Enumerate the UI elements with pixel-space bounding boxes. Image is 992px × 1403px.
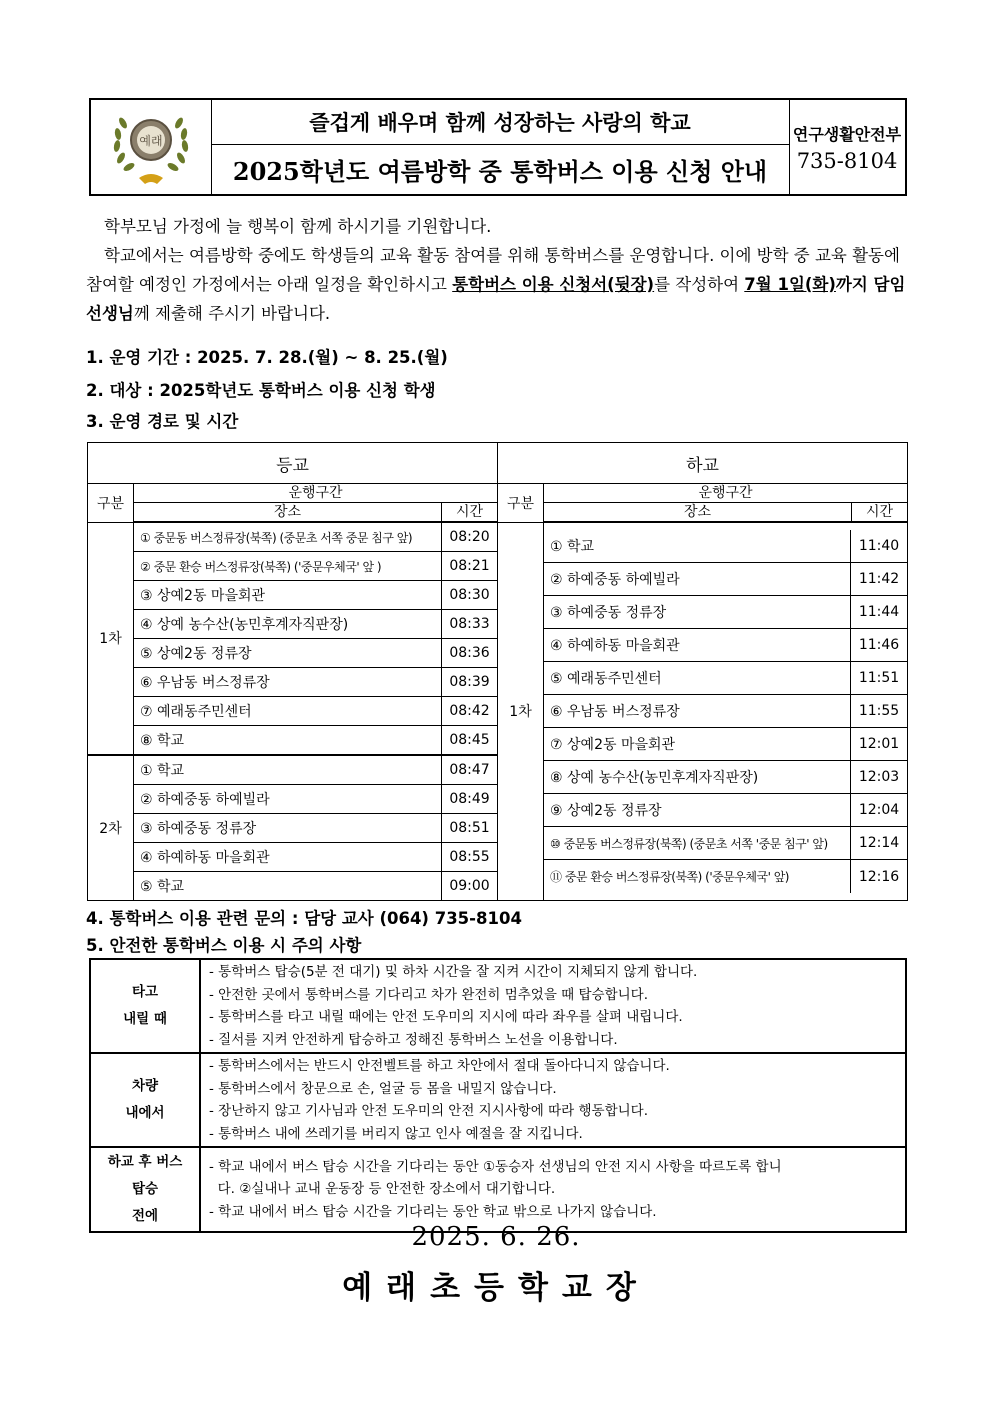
morning-stop-time: 08:30 (442, 581, 498, 610)
morning-stop-place: ⑧ 학교 (134, 726, 442, 756)
morning-stop-place: ② 중문 환승 버스정류장(북쪽) ('중문우체국' 앞 ) (134, 552, 442, 581)
document-date: 2025. 6. 26. (411, 1222, 581, 1252)
section-safety: 5. 안전한 통학버스 이용 시 주의 사항 (86, 936, 362, 955)
morning-header: 등교 (88, 443, 498, 484)
safety-category-label: 내릴 때 (123, 1011, 167, 1027)
afternoon-stop-place: ① 학교 (544, 530, 851, 562)
afternoon-stop-place: ④ 하예하동 마을회관 (544, 629, 851, 661)
afternoon-stop-time: 11:51 (858, 669, 900, 686)
safety-items (200, 1053, 906, 1147)
morning-stop-time: 08:33 (442, 610, 498, 639)
intro-greeting: 학부모님 가정에 늘 행복이 함께 하시기를 기원합니다. (104, 217, 492, 236)
afternoon-stop-time: 11:40 (858, 537, 900, 554)
morning-stop-time: 08:42 (442, 697, 498, 726)
morning-stop-time: 08:51 (442, 814, 498, 843)
principal-signature: 예래초등학교장 (342, 1270, 650, 1306)
safety-items (200, 1147, 906, 1232)
afternoon-stop-place: ③ 하예중동 정류장 (544, 596, 851, 628)
morning-stop-time: 08:39 (442, 668, 498, 697)
morning-trip-group: 2차 (88, 755, 134, 901)
application-form-ref: 통학버스 이용 신청서(뒷장) (452, 275, 655, 294)
afternoon-stop-time: 11:55 (858, 702, 900, 719)
section-route: 3. 운영 경로 및 시간 (86, 412, 239, 431)
deadline-recipient: 까지 담임선생님 (86, 275, 906, 323)
afternoon-stop-place: ⑧ 상예 농수산(농민후계자직판장) (544, 761, 851, 793)
afternoon-stop-place: ⑥ 우남동 버스정류장 (544, 695, 851, 727)
morning-stop-place: ⑦ 예래동주민센터 (134, 697, 442, 726)
afternoon-stop-time: 12:03 (858, 769, 900, 786)
afternoon-trip-group: 1차 (498, 522, 544, 901)
afternoon-stops (544, 522, 908, 901)
intro-body-part: 를 작성하여 (654, 275, 745, 294)
morning-stop-time: 09:00 (442, 872, 498, 901)
morning-stop-place: ④ 상예 농수산(농민후계자직판장) (134, 610, 442, 639)
safety-item: - 학교 내에서 버스 탑승 시간을 기다리는 동안 학교 밖으로 나가지 않습니다. (209, 1203, 657, 1220)
afternoon-stop-time: 11:42 (858, 570, 900, 587)
morning-stop-place: ③ 상예2동 마을회관 (134, 581, 442, 610)
route-row (88, 522, 908, 552)
afternoon-stop-time: 11:46 (858, 636, 900, 653)
morning-stop-time: 08:36 (442, 639, 498, 668)
school-emblem (91, 100, 212, 194)
intro-text (86, 212, 908, 328)
col-section: 운행구간 (544, 484, 908, 503)
afternoon-stop-time: 12:14 (858, 835, 900, 852)
col-time: 시간 (442, 503, 498, 523)
morning-stop-place: ⑤ 학교 (134, 872, 442, 901)
safety-item: - 통학버스에서 창문으로 손, 얼굴 등 몸을 내밀지 않습니다. (209, 1080, 557, 1097)
afternoon-stop-time: 11:44 (858, 603, 900, 620)
safety-rules-table (89, 958, 907, 1233)
department-phone: 735-8104 (796, 148, 898, 173)
safety-item: 다. ②실내나 교내 운동장 등 안전한 장소에서 대기합니다. (209, 1181, 556, 1198)
section-target: 2. 대상 : 2025학년도 통학버스 이용 신청 학생 (86, 381, 436, 400)
morning-stop-time: 08:45 (442, 726, 498, 756)
safety-item: - 안전한 곳에서 통학버스를 기다리고 차가 완전히 멈추었을 때 탑승합니다. (209, 986, 649, 1003)
morning-stop-time: 08:21 (442, 552, 498, 581)
col-time: 시간 (852, 503, 908, 523)
col-group: 구분 (88, 484, 134, 523)
afternoon-stop-row (544, 530, 907, 563)
safety-category-label: 하교 후 버스 (107, 1154, 183, 1170)
afternoon-stop-row (544, 827, 907, 860)
afternoon-stop-place: ⑤ 예래동주민센터 (544, 662, 851, 694)
afternoon-stop-row (544, 629, 907, 662)
safety-item: - 통학버스를 타고 내릴 때에는 안전 도우미의 지시에 따라 좌우를 살펴 내립니다. (209, 1009, 683, 1025)
morning-stop-time: 08:20 (442, 522, 498, 552)
safety-category-label: 탑승 (131, 1181, 159, 1197)
afternoon-stop-row (544, 596, 907, 629)
safety-category-label: 차량 (131, 1078, 159, 1094)
contact-block (789, 100, 905, 194)
afternoon-stop-row (544, 761, 907, 794)
afternoon-stop-row (544, 794, 907, 827)
afternoon-stop-place: ⑪ 중문 환승 버스정류장(북쪽) ('중문우체국' 앞) (544, 860, 851, 893)
intro-body-part: 께 제출해 주시기 바랍니다. (133, 304, 331, 323)
morning-stop-place: ④ 하예하동 마을회관 (134, 843, 442, 872)
safety-item: - 학교 내에서 버스 탑승 시간을 기다리는 동안 ①동승자 선생님의 안전 지시 사항을 따르도록 합니 (209, 1158, 782, 1175)
safety-category-label: 전에 (131, 1208, 159, 1224)
safety-item: - 통학버스 탑승(5분 전 대기) 및 하차 시간을 잘 지켜 시간이 지체되지 않게 합니다. (209, 964, 698, 980)
safety-item: - 장난하지 않고 기사님과 안전 도우미의 안전 지시사항에 따라 행동합니다. (209, 1103, 649, 1119)
safety-row (90, 1147, 906, 1232)
morning-stop-place: ⑤ 상예2동 정류장 (134, 639, 442, 668)
afternoon-stop-row (544, 695, 907, 728)
deadline-date: 7월 1일(화) (744, 275, 836, 294)
afternoon-stop-place: ⑩ 중문동 버스정류장(북쪽) (중문초 서쪽 '중문 침구' 앞) (544, 827, 851, 859)
afternoon-stop-row (544, 662, 907, 695)
safety-category-label: 타고 (131, 984, 159, 1000)
safety-category (90, 1147, 200, 1232)
route-schedule-table (87, 442, 908, 901)
morning-stop-time: 08:49 (442, 785, 498, 814)
safety-category (90, 1053, 200, 1147)
document-title: 2025학년도 여름방학 중 통학버스 이용 신청 안내 (232, 157, 768, 186)
afternoon-stop-time: 12:04 (858, 802, 900, 819)
section-period: 1. 운영 기간 : 2025. 7. 28.(월) ~ 8. 25.(월) (86, 348, 448, 367)
svg-text:예래: 예래 (139, 134, 163, 148)
safety-item: - 통학버스에서는 반드시 안전벨트를 하고 차안에서 절대 돌아다니지 않습니다. (209, 1058, 670, 1074)
afternoon-stop-place: ⑦ 상예2동 마을회관 (544, 728, 851, 760)
afternoon-stop-time: 12:01 (858, 736, 900, 753)
safety-items (200, 959, 906, 1053)
safety-item: - 질서를 지켜 안전하게 탑승하고 정해진 통학버스 노선을 이용합니다. (209, 1031, 618, 1048)
morning-stop-place: ① 중문동 버스정류장(북쪽) (중문초 서쪽 중문 침구 앞) (134, 522, 442, 552)
school-motto: 즐겁게 배우며 함께 성장하는 사랑의 학교 (211, 100, 789, 145)
afternoon-stop-row (544, 563, 907, 596)
intro-body (86, 241, 908, 328)
safety-category-label: 내에서 (125, 1105, 165, 1121)
morning-stop-place: ⑥ 우남동 버스정류장 (134, 668, 442, 697)
morning-stop-place: ② 하예중동 하예빌라 (134, 785, 442, 814)
col-section: 운행구간 (134, 484, 498, 503)
safety-row (90, 1053, 906, 1147)
safety-item: - 통학버스 내에 쓰레기를 버리지 않고 인사 예절을 잘 지킵니다. (209, 1125, 583, 1142)
col-place: 장소 (134, 503, 442, 523)
afternoon-stop-row (544, 860, 907, 893)
afternoon-stop-place: ⑨ 상예2동 정류장 (544, 794, 851, 826)
afternoon-stop-time: 12:16 (858, 868, 900, 885)
col-place: 장소 (544, 503, 852, 523)
department-name: 연구생활안전부 (792, 124, 902, 144)
header-title-block (211, 100, 790, 194)
intro-body-part: 학교에서는 여름방학 중에도 학생들의 교육 활동 참여를 위해 통학버스를 운영합니다. 이에 방학 중 교육 활동에 참여할 예정인 가정에서는 아래 일정을 확인하시고 (86, 246, 900, 294)
morning-stop-place: ③ 하예중동 정류장 (134, 814, 442, 843)
morning-stop-time: 08:55 (442, 843, 498, 872)
afternoon-header: 하교 (498, 443, 908, 484)
afternoon-stop-place: ② 하예중동 하예빌라 (544, 563, 851, 595)
safety-category (90, 959, 200, 1053)
document-header (89, 98, 907, 196)
morning-stop-time: 08:47 (442, 755, 498, 785)
safety-row (90, 959, 906, 1053)
col-group: 구분 (498, 484, 544, 523)
morning-trip-group: 1차 (88, 522, 134, 755)
morning-stop-place: ① 학교 (134, 755, 442, 785)
section-contact: 4. 통학버스 이용 관련 문의 : 담당 교사 (064) 735-8104 (86, 909, 522, 928)
afternoon-stop-row (544, 728, 907, 761)
laurel-emblem-icon (91, 100, 211, 194)
